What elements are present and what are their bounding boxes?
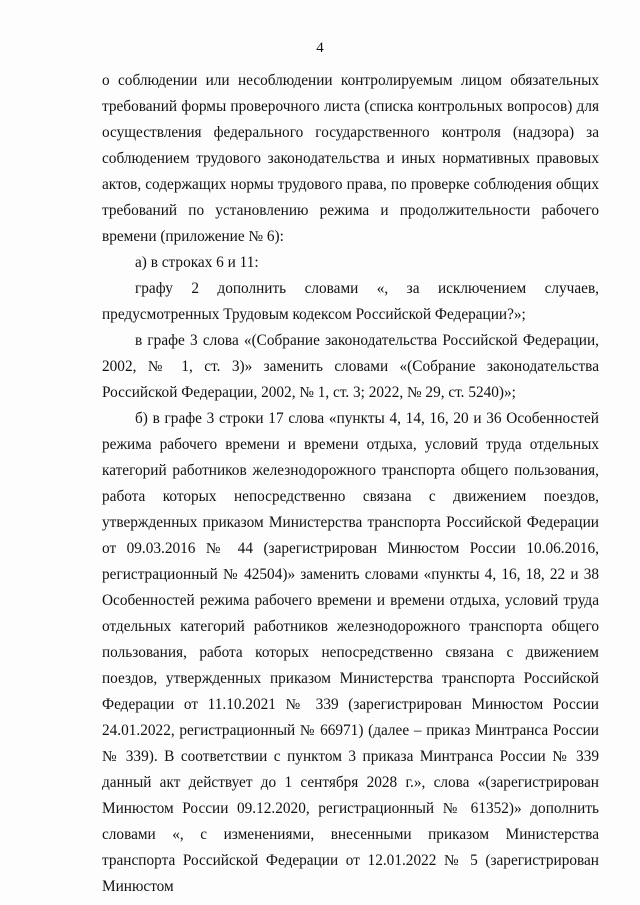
paragraph-column-3: в графе 3 слова «(Собрание законодательства Российской Федерации, 2002, № 1, ст. 3)» заменить словами «(Собрание законодательства Российской Федерации, 2002, № 1, ст. 3; 2022, № 29, ст. 5240)»; [102, 332, 599, 401]
document-body [102, 68, 599, 900]
paragraph-intro: о соблюдении или несоблюдении контролируемым лицом обязательных требований формы проверочного листа (списка контрольных вопросов) для осуществления федерального государственного контроля (надзора) за соблюдением трудового законодательства и иных нормативных правовых актов, содержащих нормы трудового права, по проверке соблюдения общих требований по установлению режима и продолжительности рабочего времени (приложение № 6): [102, 72, 599, 245]
paragraph-column-2: графу 2 дополнить словами «, за исключением случаев, предусмотренных Трудовым кодексом Российской Федерации?»; [102, 280, 599, 323]
page-number: 4 [316, 40, 324, 56]
paragraph-item-b: б) в графе 3 строки 17 слова «пункты 4, 14, 16, 20 и 36 Особенностей режима рабочего времени и времени отдыха, условий труда отдельных категорий работников железнодорожного транспорта общего пользования, работа которых непосредственно связана с движением поездов, утвержденных приказом Министерства транспорта Российской Федерации от 09.03.2016 № 44 (зарегистрирован Минюстом России 10.06.2016, регистрационный № 42504)» заменить словами «пункты 4, 16, 18, 22 и 38 Особенностей режима рабочего времени и времени отдыха, условий труда отдельных категорий работников железнодорожного транспорта общего пользования, работа которых непосредственно связана с движением поездов, утвержденных приказом Министерства транспорта Российской Федерации от 11.10.2021 № 339 (зарегистрирован Минюстом России 24.01.2022, регистрационный № 66971) (далее – приказ Минтранса России № 339). В соответствии с пунктом 3 приказа Минтранса России № 339 данный акт действует до 1 сентября 2028 г.», слова «(зарегистрирован Минюстом России 09.12.2020, регистрационный № 61352)» дополнить словами «, с изменениями, внесенными приказом Министерства транспорта Российской Федерации от 12.01.2022 № 5 (зарегистрирован Минюстом [102, 410, 599, 895]
paragraph-item-a: а) в строках 6 и 11: [135, 254, 259, 271]
